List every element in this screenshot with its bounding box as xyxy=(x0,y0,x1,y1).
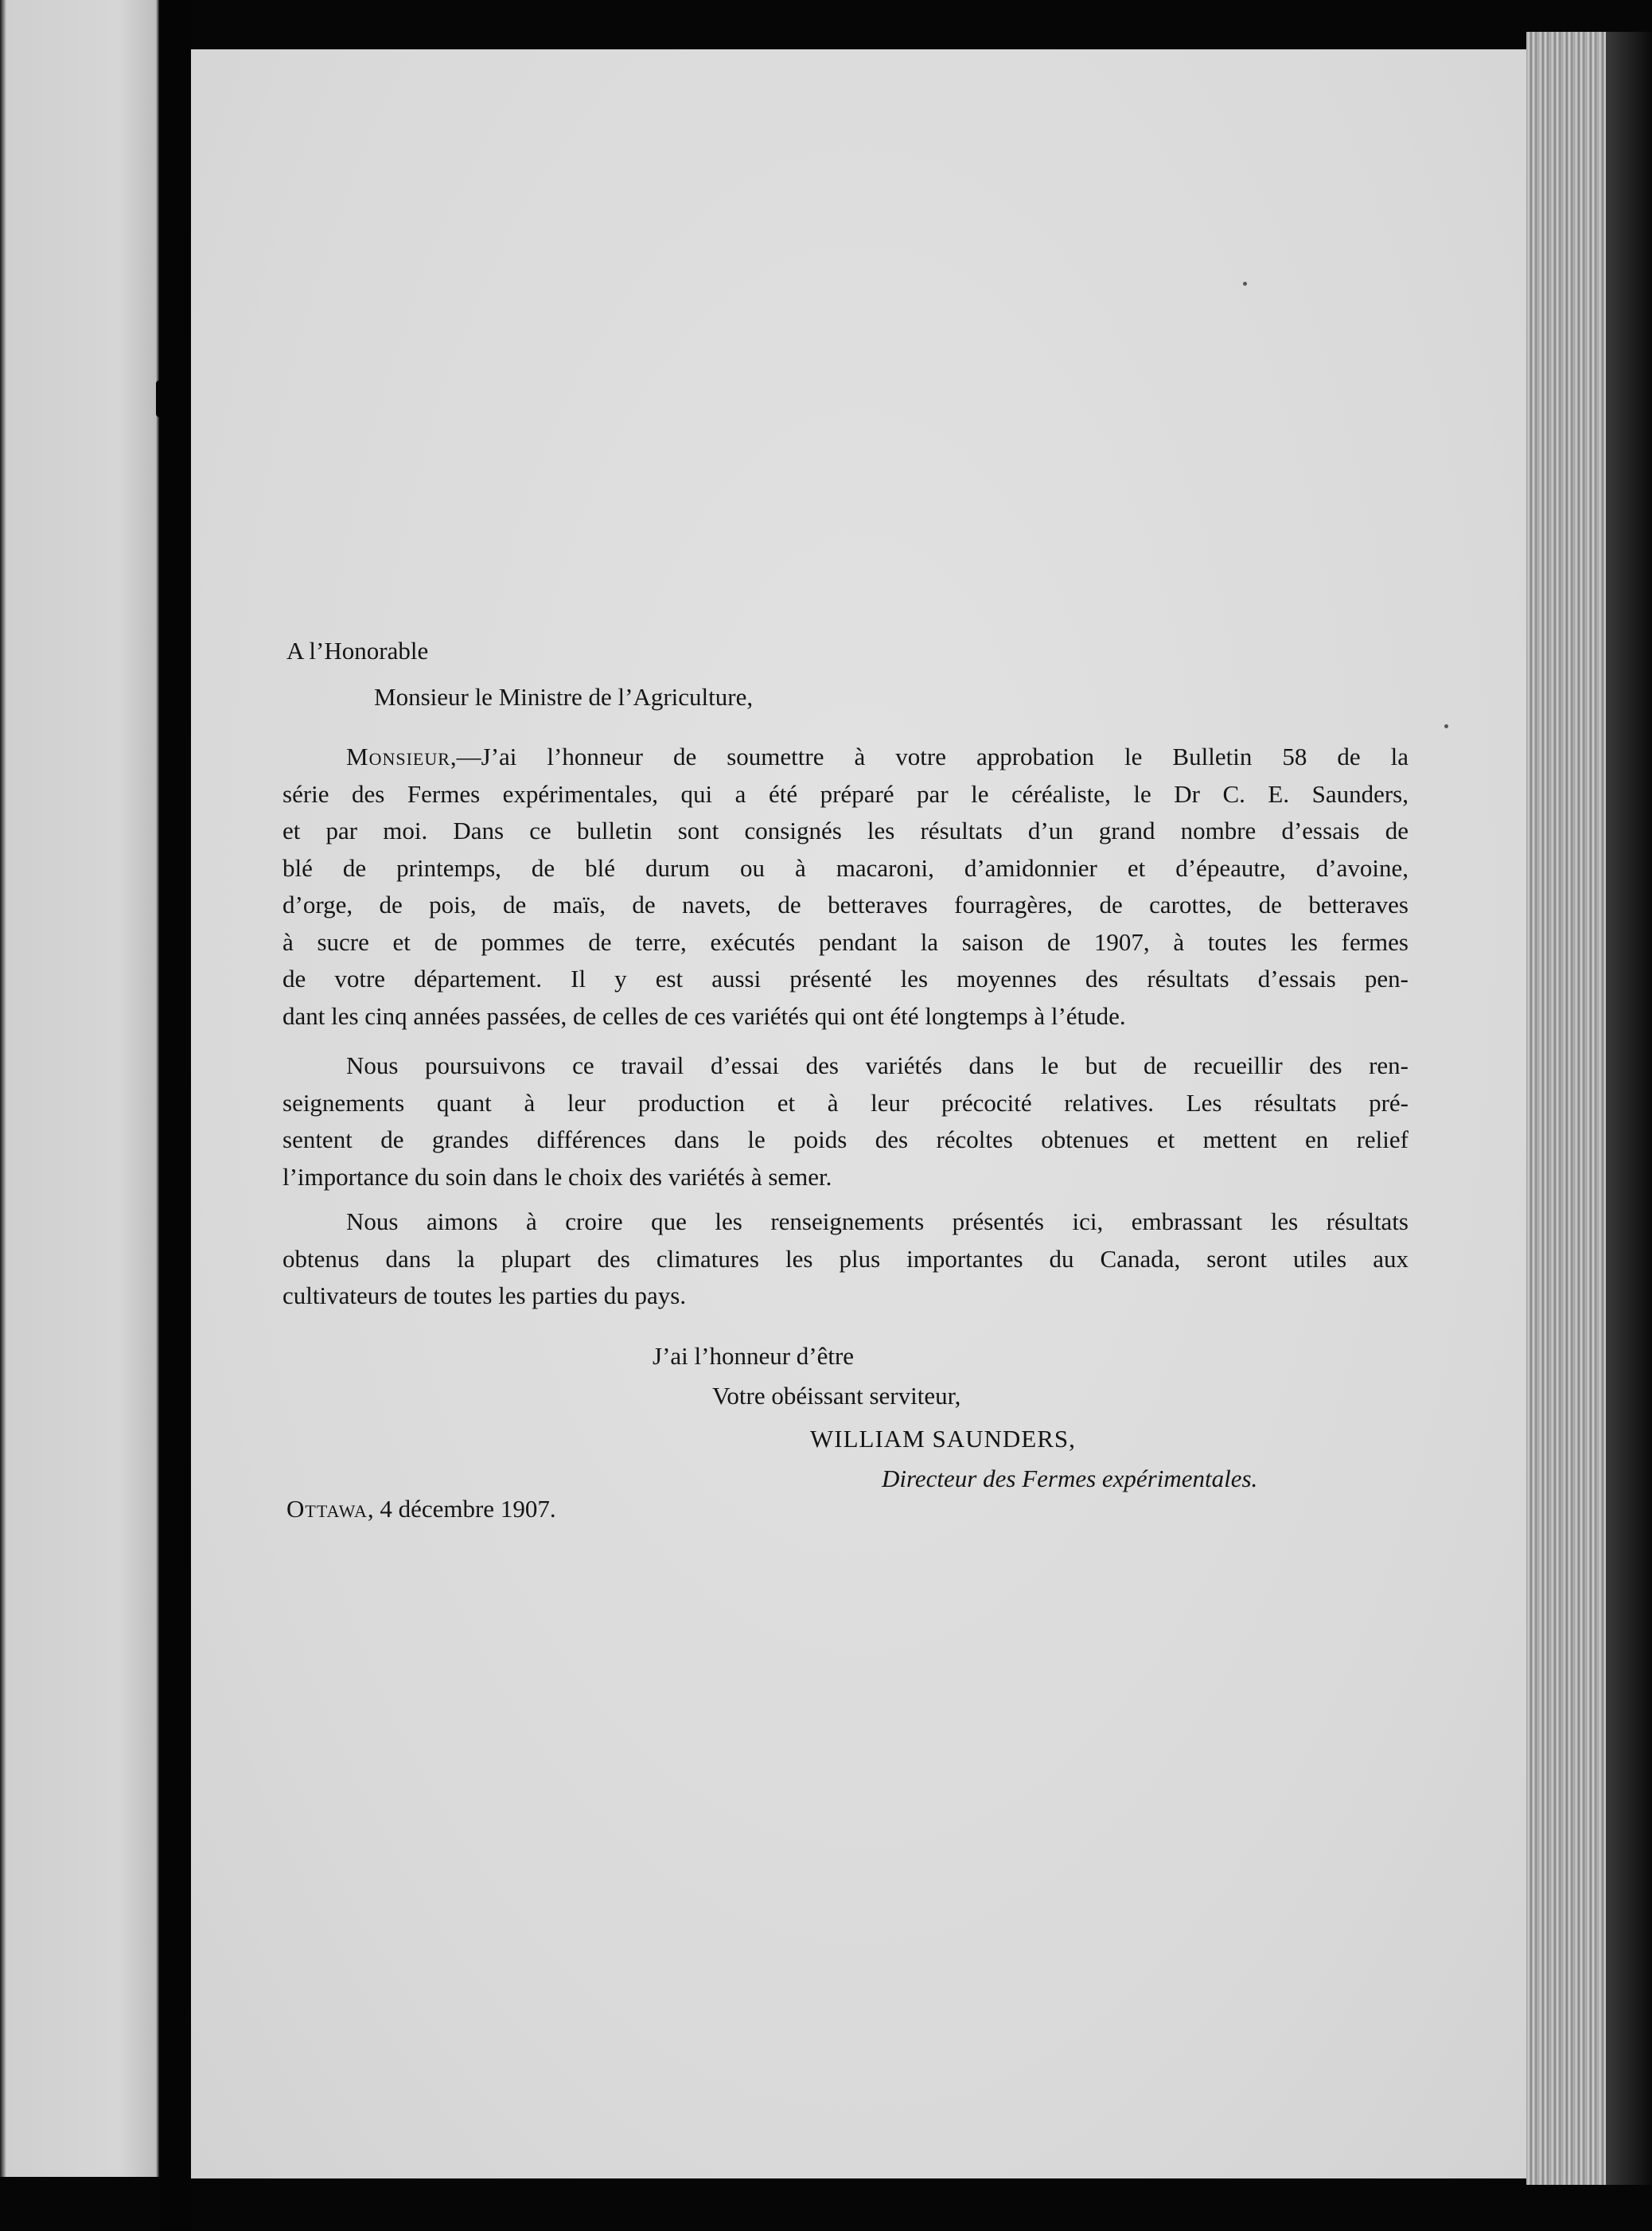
paragraph-line: seignements quant à leur production et à leur précocité relatives. Les résultats pré- xyxy=(282,1088,1408,1117)
gutter-notch xyxy=(156,380,170,417)
paper-speck xyxy=(1444,724,1448,728)
book-gutter xyxy=(159,0,191,2231)
paragraph-line: d’orge, de pois, de maïs, de navets, de betteraves fourragères, de carottes, de betteraves xyxy=(282,891,1408,919)
paragraph-line: dant les cinq années passées, de celles de ces variétés qui ont été longtemps à l’étude. xyxy=(282,1001,1126,1030)
paragraph-line: cultivateurs de toutes les parties du pays. xyxy=(282,1281,687,1309)
paragraph-line: de votre département. Il y est aussi présenté les moyennes des résultats d’essais pen- xyxy=(282,965,1408,993)
date: , 4 décembre 1907. xyxy=(367,1495,556,1523)
paragraph-line: et par moi. Dans ce bulletin sont consignés les résultats d’un grand nombre d’essais de xyxy=(282,817,1408,844)
facing-page-edge xyxy=(0,0,159,2231)
place-and-date xyxy=(286,1490,1408,1527)
salutation: Monsieur le Ministre de l’Agriculture, xyxy=(374,683,754,711)
paragraph-line: l’importance du soin dans le choix des variétés à semer. xyxy=(282,1162,832,1191)
paragraph-line: série des Fermes expérimentales, qui a été préparé par le céréaliste, le Dr C. E. Saunders, xyxy=(282,779,1408,808)
paragraph-3 xyxy=(282,1203,1408,1315)
paragraph-2 xyxy=(282,1047,1408,1195)
scan-border-bottom-left xyxy=(0,2177,163,2231)
signer-title: Directeur des Fermes expérimentales. xyxy=(882,1465,1258,1492)
paragraph-line: obtenus dans la plupart des climatures les plus importantes du Canada, seront utiles aux xyxy=(282,1244,1408,1273)
opening-word: Monsieur xyxy=(346,743,450,770)
paragraph-line: Nous aimons à croire que les renseignements présentés ici, embrassant les résultats xyxy=(346,1207,1408,1235)
signer-name: WILLIAM SAUNDERS, xyxy=(810,1425,1076,1453)
paragraph-line xyxy=(282,739,1408,776)
paragraph-line: à sucre et de pommes de terre, exécutés pendant la saison de 1907, à toutes les fermes xyxy=(282,927,1408,956)
place: Ottawa xyxy=(286,1495,368,1523)
closing-line-2: Votre obéissant serviteur, xyxy=(712,1382,961,1410)
scan-border-right xyxy=(1606,32,1652,2185)
paper-speck xyxy=(1243,282,1247,286)
paragraph-line: Nous poursuivons ce travail d’essai des variétés dans le but de recueillir des ren- xyxy=(346,1051,1408,1079)
paragraph-line: sentent de grandes différences dans le poids des récoltes obtenues et mettent en relief xyxy=(282,1125,1408,1153)
closing-line-1: J’ai l’honneur d’être xyxy=(653,1342,855,1370)
paragraph-line: blé de printemps, de blé durum ou à macaroni, d’amidonnier et d’épeautre, d’avoine, xyxy=(282,853,1408,882)
paragraph-line-text: ,—J’ai l’honneur de soumettre à votre approbation le Bulletin 58 de la xyxy=(450,743,1408,770)
page-edges xyxy=(1526,32,1606,2185)
address-line: A l’Honorable xyxy=(286,637,429,665)
paragraph-1 xyxy=(282,739,1408,1035)
